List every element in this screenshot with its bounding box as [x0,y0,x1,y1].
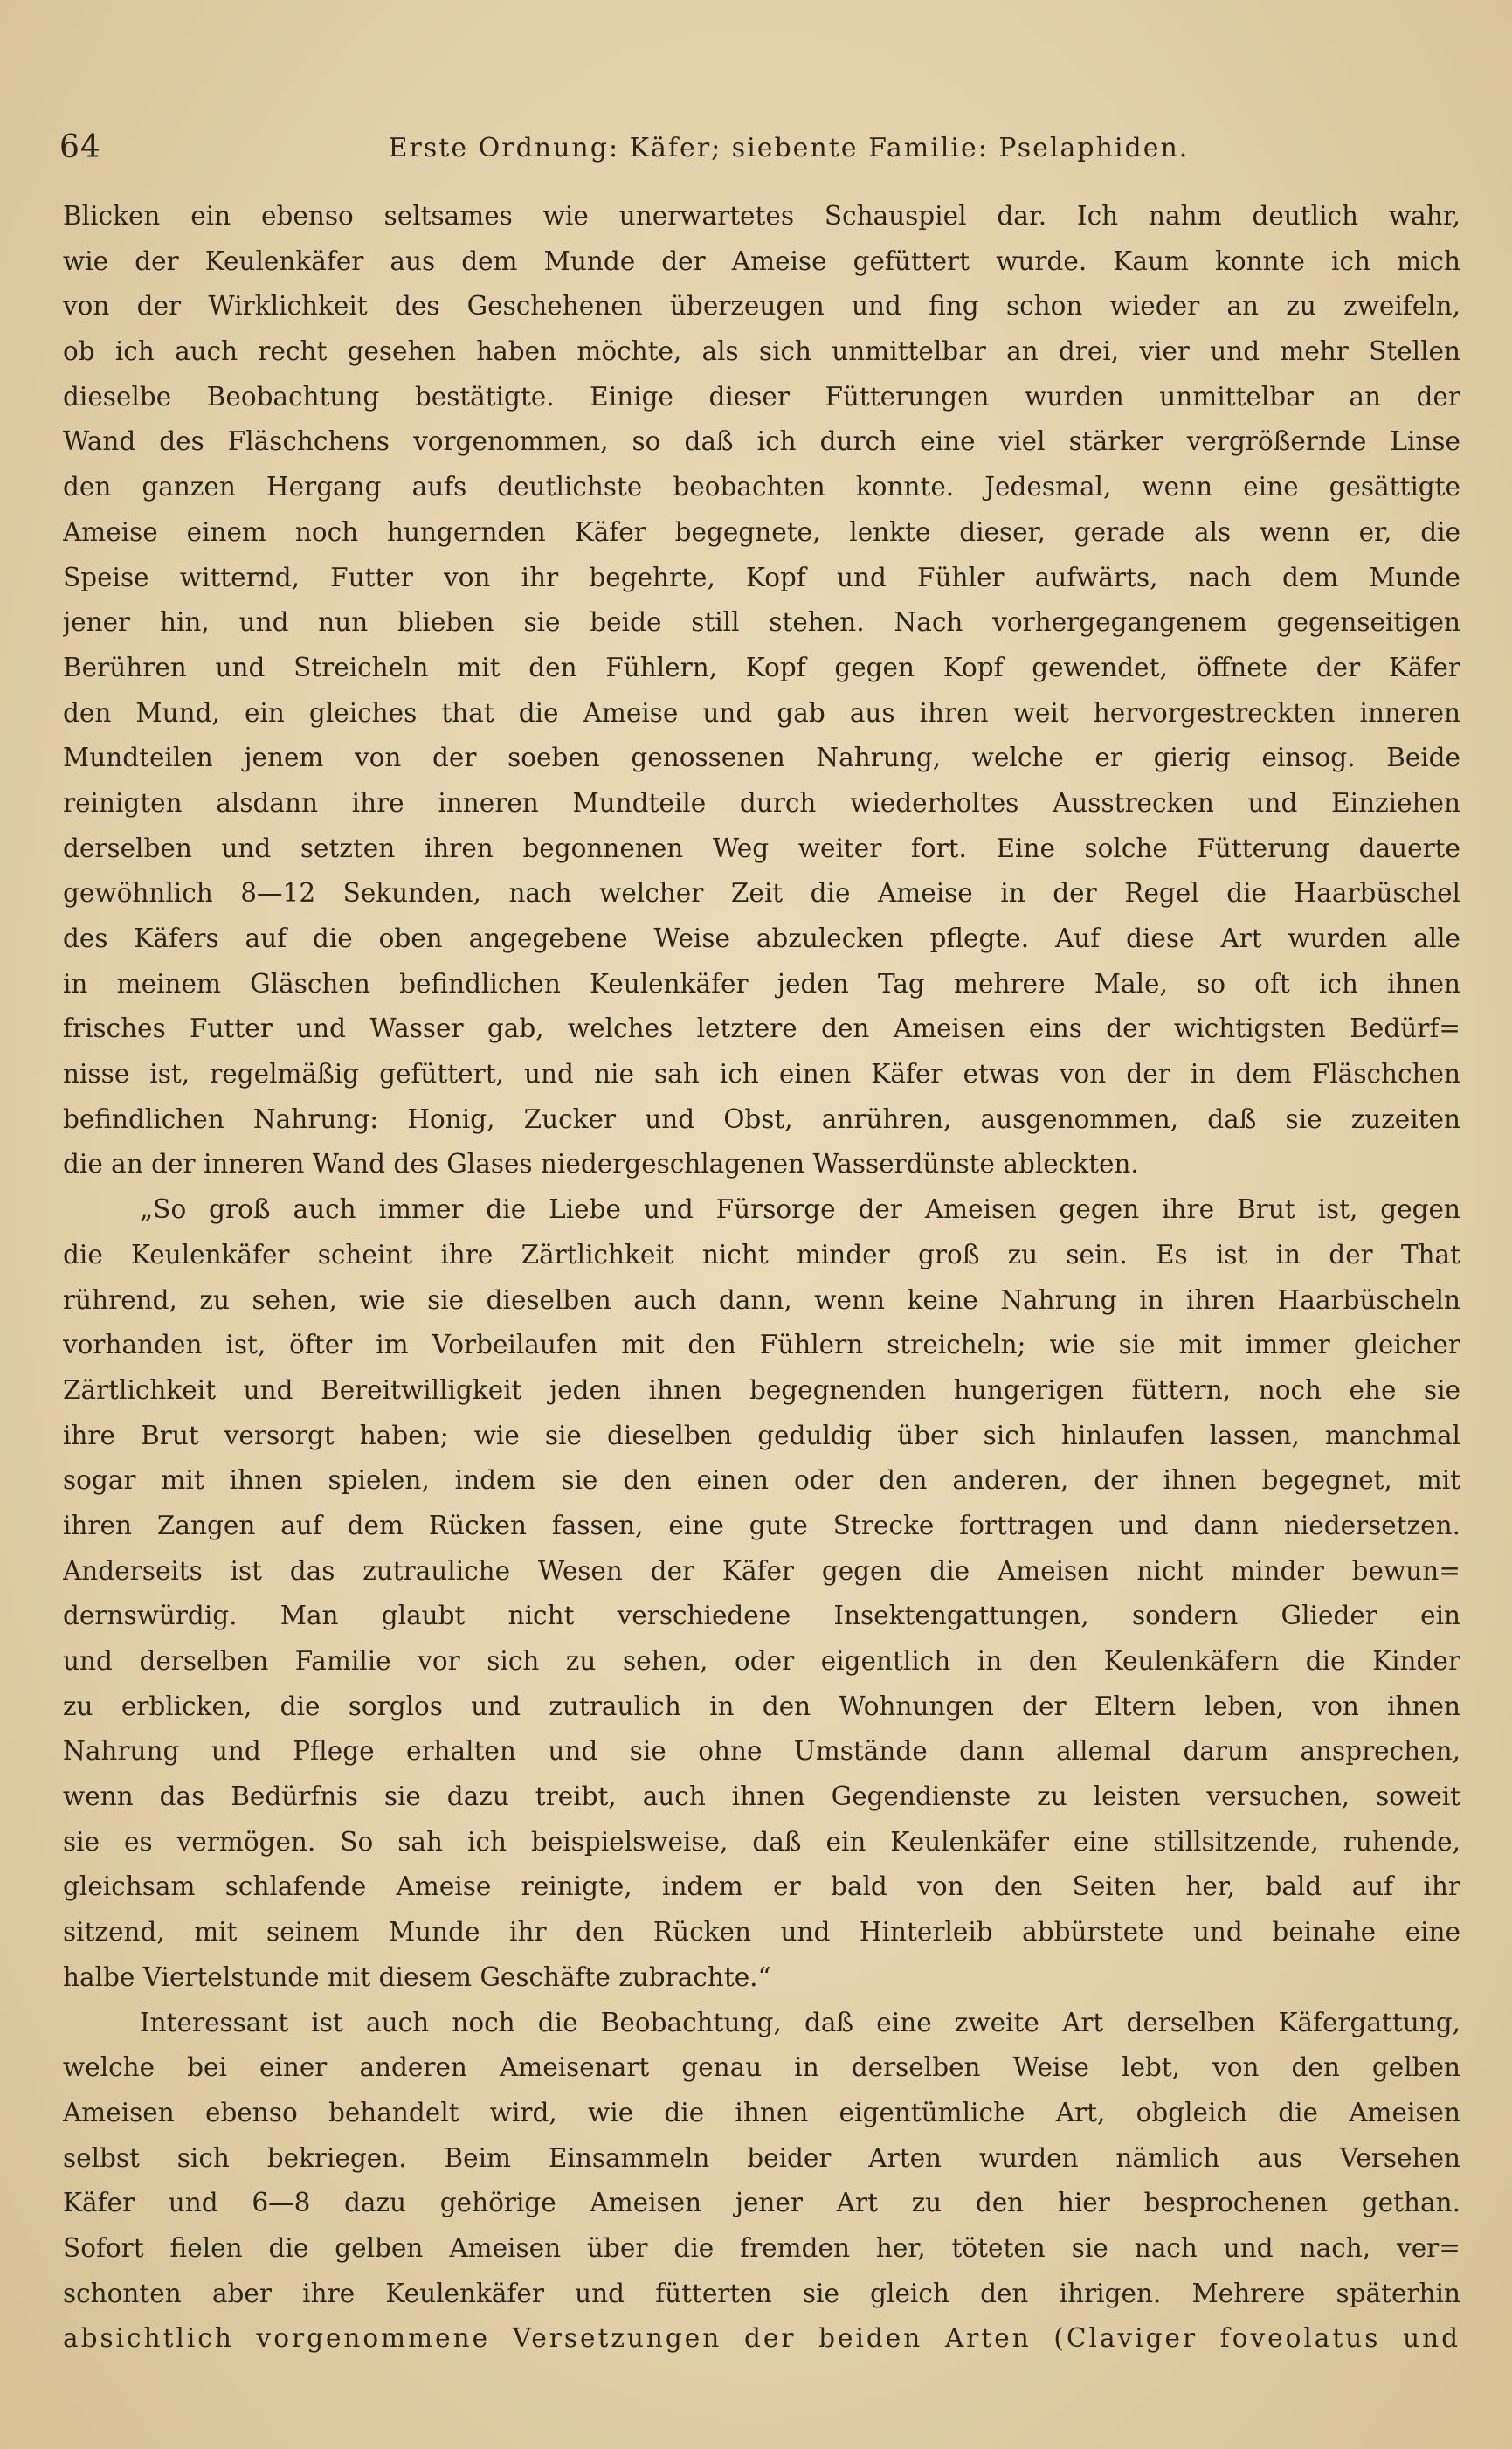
text-line: Interessant ist auch noch die Beobachtung, daß eine zweite Art derselben Käfergattung, [140,2007,1460,2037]
text-line: Wand des Fläschchens vorgenommen, so daß ich durch eine viel stärker vergrößernde Linse [63,426,1460,457]
text-line: befindlichen Nahrung: Honig, Zucker und Obst, anrühren, ausgenommen, daß sie zuzeiten [63,1103,1460,1134]
text-line: nisse ist, regelmäßig gefüttert, und nie sah ich einen Käfer etwas von der in dem Fläschchen [63,1059,1460,1090]
text-line: ihren Zangen auf dem Rücken fassen, eine gute Strecke forttragen und dann niedersetzen. [63,1510,1460,1540]
text-line: absichtlich vorgenommene Versetzungen der beiden Arten (Claviger foveolatus und [63,2323,1460,2354]
text-line: „So groß auch immer die Liebe und Fürsorge der Ameisen gegen ihre Brut ist, gegen [140,1194,1460,1225]
text-line: in meinem Gläschen befindlichen Keulenkäfer jeden Tag mehrere Male, so oft ich ihnen [63,968,1460,999]
text-line: selbst sich bekriegen. Beim Einsammeln beider Arten wurden nämlich aus Versehen [63,2142,1460,2173]
text-line: Ameisen ebenso behandelt wird, wie die ihnen eigentümliche Art, obgleich die Ameisen [63,2097,1460,2127]
text-line: die Keulenkäfer scheint ihre Zärtlichkeit nicht minder groß zu sein. Es ist in der That [63,1239,1460,1269]
text-line: ob ich auch recht gesehen haben möchte, als sich unmittelbar an drei, vier und mehr Stellen [63,336,1460,367]
text-line: des Käfers auf die oben angegebene Weise abzulecken pflegte. Auf diese Art wurden alle [63,924,1460,953]
text-line: wenn das Bedürfnis sie dazu treibt, auch ihnen Gegendienste zu leisten versuchen, soweit [63,1781,1460,1812]
text-line: derselben und setzten ihren begonnenen Weg weiter fort. Eine solche Fütterung dauerte [63,833,1460,863]
page-header [59,129,1466,173]
text-line: Nahrung und Pflege erhalten und sie ohne Umstände dann allemal darum ansprechen, [63,1736,1460,1767]
text-line: Zärtlichkeit und Bereitwilligkeit jeden ihnen begegnenden hungerigen füttern, noch ehe sie [63,1374,1460,1405]
text-line: den ganzen Hergang aufs deutlichste beobachten konnte. Jedesmal, wenn eine gesättigte [63,472,1460,502]
text-line: gleichsam schlafende Ameise reinigte, indem er bald von den Seiten her, bald auf ihr [63,1871,1460,1902]
text-line: schonten aber ihre Keulenkäfer und fütterten sie gleich den ihrigen. Mehrere späterhin [63,2278,1460,2308]
text-line: wie der Keulenkäfer aus dem Munde der Ameise gefüttert wurde. Kaum konnte ich mich [63,246,1460,276]
text-line: Berühren und Streicheln mit den Fühlern, Kopf gegen Kopf gewendet, öffnete der Käfer [63,652,1460,682]
text-line: und derselben Familie vor sich zu sehen, oder eigentlich in den Keulenkäfern die Kinder [63,1646,1460,1676]
text-line: reinigten alsdann ihre inneren Mundteile durch wiederholtes Ausstrecken und Einziehen [63,787,1460,818]
text-line: vorhanden ist, öfter im Vorbeilaufen mit den Fühlern streicheln; wie sie mit immer gleicher [63,1330,1460,1360]
text-line: Speise witternd, Futter von ihr begehrte, Kopf und Fühler aufwärts, nach dem Munde [63,562,1460,592]
text-line: von der Wirklichkeit des Geschehenen überzeugen und fing schon wieder an zu zweifeln, [63,291,1460,322]
text-line: halbe Viertelstunde mit diesem Geschäfte zubrachte.“ [63,1961,771,1992]
text-line: Anderseits ist das zutrauliche Wesen der Käfer gegen die Ameisen nicht minder bewun= [63,1555,1460,1586]
text-line: sie es vermögen. So sah ich beispielsweise, daß ein Keulenkäfer eine stillsitzende, ruhende, [63,1826,1460,1857]
text-line: sogar mit ihnen spielen, indem sie den einen oder den anderen, der ihnen begegnet, mit [63,1465,1460,1496]
running-title: Erste Ordnung: Käfer; siebente Familie: Pselaphiden. [388,133,1190,163]
text-line: frisches Futter und Wasser gab, welches letztere den Ameisen eins der wichtigsten Bedürf= [63,1013,1460,1044]
text-line: zu erblicken, die sorglos und zutraulich in den Wohnungen der Eltern leben, von ihnen [63,1691,1460,1721]
text-line: dieselbe Beobachtung bestätigte. Einige dieser Fütterungen wurden unmittelbar an der [63,381,1460,412]
text-line: Mundteilen jenem von der soeben genossenen Nahrung, welche er gierig einsog. Beide [63,743,1460,773]
text-line: dernswürdig. Man glaubt nicht verschiedene Insektengattungen, sondern Glieder ein [63,1601,1460,1631]
text-line: jener hin, und nun blieben sie beide still stehen. Nach vorhergegangenem gegenseitigen [63,607,1460,638]
text-line: die an der inneren Wand des Glases niedergeschlagenen Wasserdünste ableckten. [63,1149,1139,1180]
text-line: welche bei einer anderen Ameisenart genau in derselben Weise lebt, von den gelben [63,2052,1460,2083]
body-text [63,194,1460,2362]
text-line: gewöhnlich 8—12 Sekunden, nach welcher Zeit die Ameise in der Regel die Haarbüschel [63,878,1460,909]
text-line: rührend, zu sehen, wie sie dieselben auch dann, wenn keine Nahrung in ihren Haarbüscheln [63,1284,1460,1315]
text-line: den Mund, ein gleiches that die Ameise und gab aus ihren weit hervorgestreckten inneren [63,697,1460,728]
text-line: Ameise einem noch hungernden Käfer begegnete, lenkte dieser, gerade als wenn er, die [63,516,1460,547]
page-number: 64 [59,129,101,165]
text-line: sitzend, mit seinem Munde ihr den Rücken und Hinterleib abbürstete und beinahe eine [63,1917,1460,1947]
text-line: Blicken ein ebenso seltsames wie unerwartetes Schauspiel dar. Ich nahm deutlich wahr, [63,201,1460,231]
text-line: Sofort fielen die gelben Ameisen über die fremden her, töteten sie nach und nach, ver= [63,2232,1460,2263]
text-line: Käfer und 6—8 dazu gehörige Ameisen jener Art zu den hier besprochenen gethan. [63,2188,1460,2218]
text-line: ihre Brut versorgt haben; wie sie dieselben geduldig über sich hinlaufen lassen, manchmal [63,1420,1460,1450]
